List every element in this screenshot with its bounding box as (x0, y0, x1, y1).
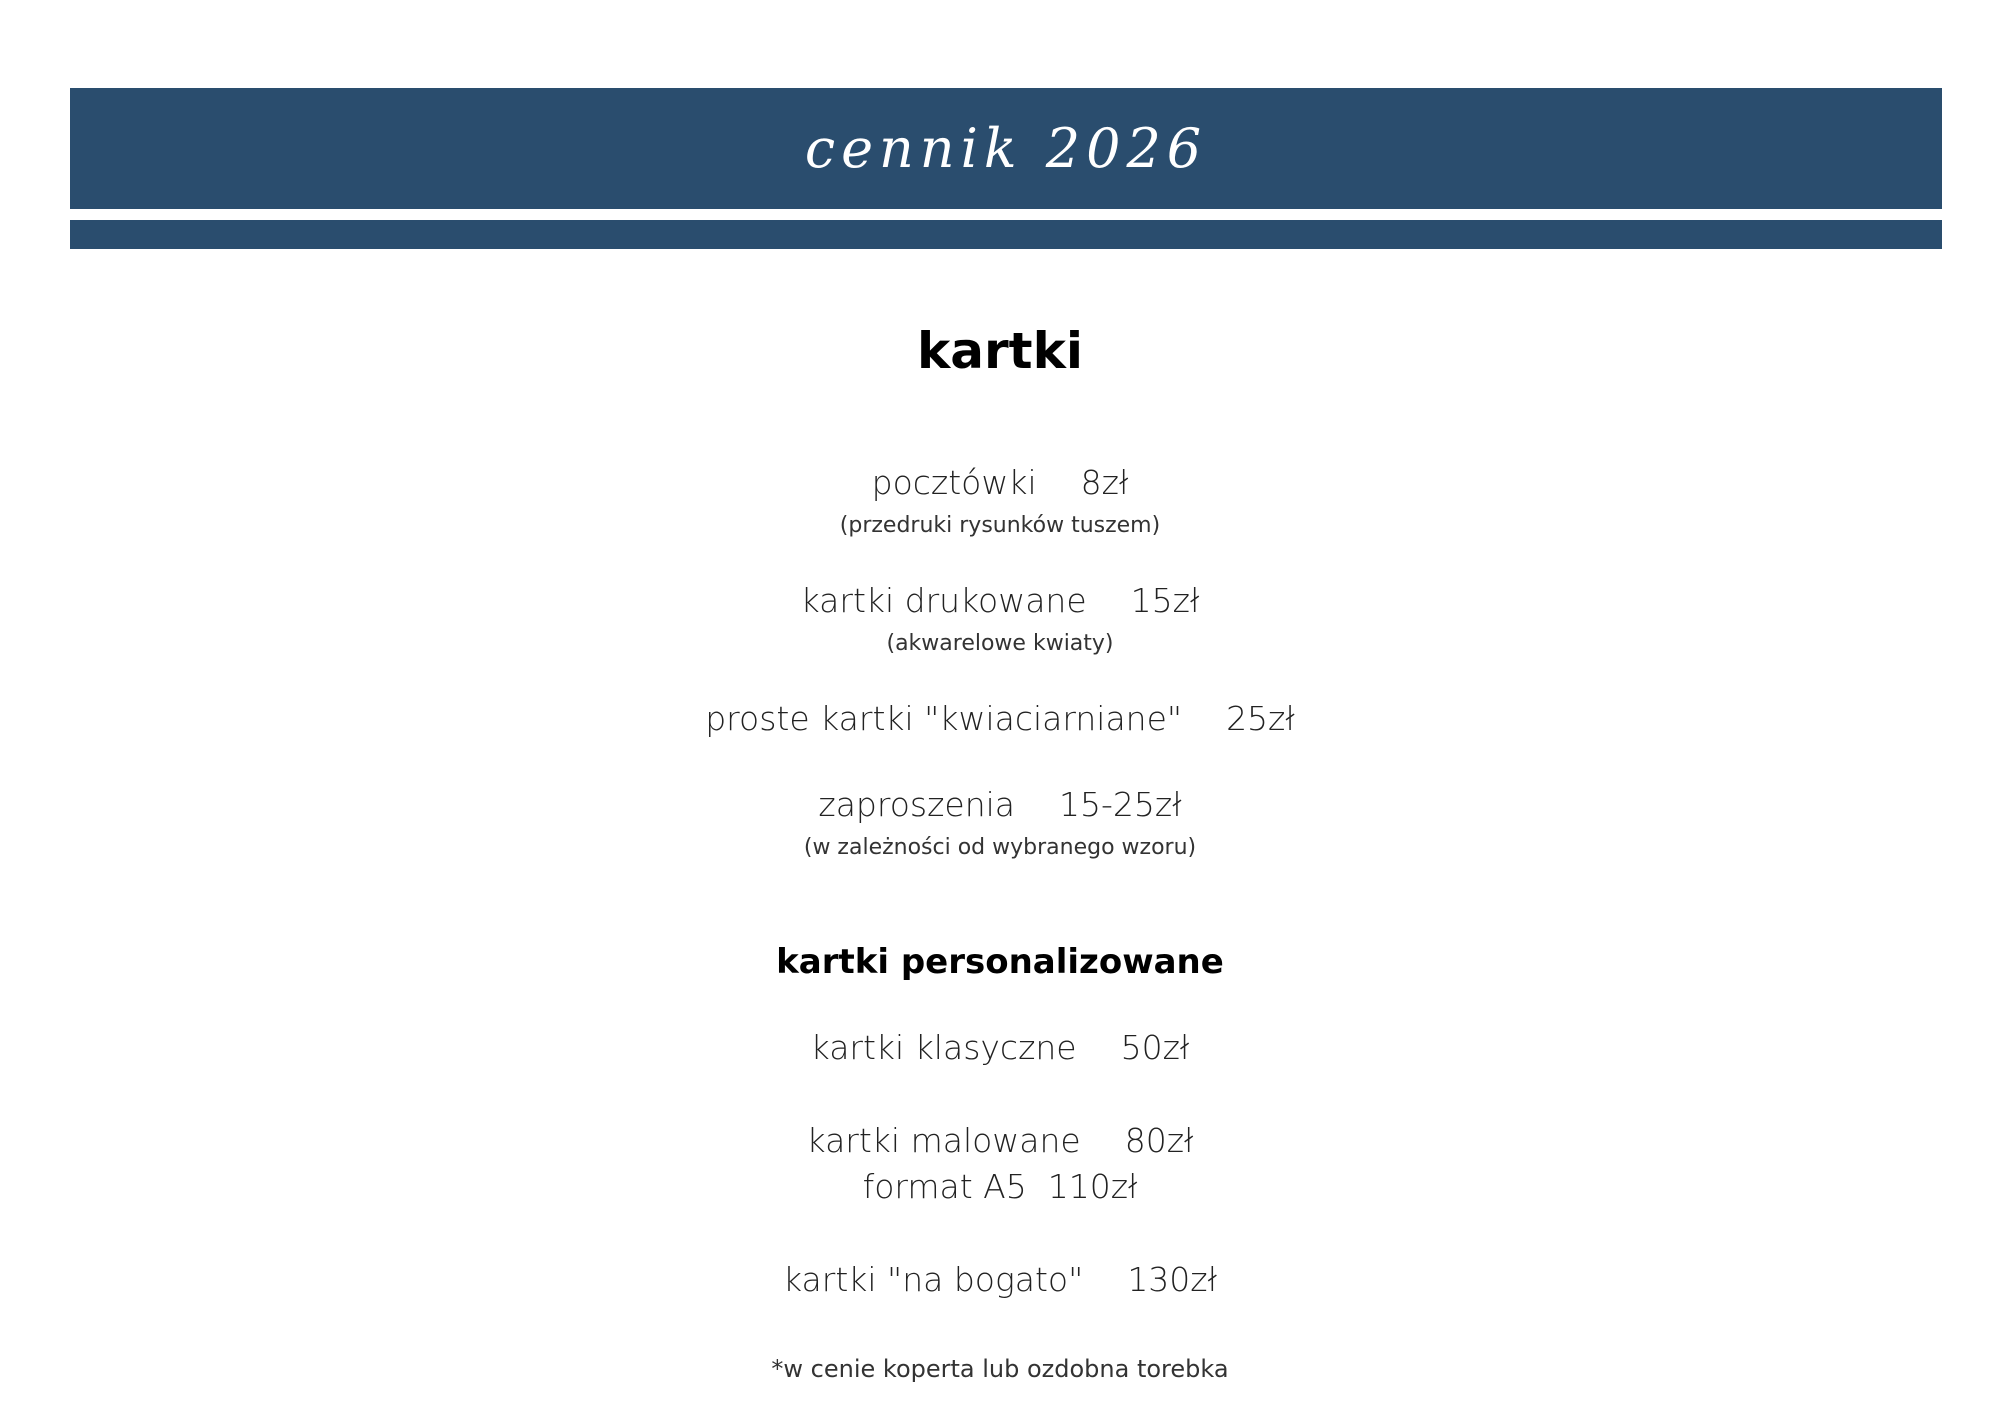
item-note: (przedruki rysunków tuszem) (839, 513, 1161, 538)
price-item-painted-cards (0, 1121, 2000, 1160)
item-price: 130zł (1127, 1260, 1217, 1299)
item-name: kartki malowane (806, 1121, 1081, 1160)
price-item-extra: format A5 110zł (862, 1167, 1138, 1206)
item-price: 8zł (1080, 463, 1129, 502)
section-title: kartki (917, 322, 1083, 380)
item-price: 50zł (1120, 1028, 1190, 1067)
item-name: kartki klasyczne (810, 1028, 1077, 1067)
price-item-invitations (0, 785, 2000, 824)
price-item-florist-cards (0, 699, 2000, 738)
subsection-title: kartki personalizowane (776, 942, 1224, 982)
price-item-postcards (0, 463, 2000, 502)
price-item-rich-cards (0, 1260, 2000, 1299)
price-item-classic-cards (0, 1028, 2000, 1067)
price-item-printed-cards (0, 581, 2000, 620)
footnote: *w cenie koperta lub ozdobna torebka (771, 1355, 1229, 1383)
item-name: kartki "na bogato" (783, 1260, 1084, 1299)
header-banner (70, 88, 1942, 209)
item-price: 15-25zł (1059, 785, 1182, 824)
page-title: cennik 2026 (804, 117, 1208, 180)
item-price: 25zł (1226, 699, 1295, 738)
item-name: zaproszenia (818, 785, 1016, 824)
header-banner-stripe (70, 220, 1942, 249)
item-note: (akwarelowe kwiaty) (886, 631, 1114, 656)
item-name: kartki drukowane (800, 581, 1087, 620)
item-name: proste kartki "kwiaciarniane" (705, 699, 1183, 738)
item-price: 15zł (1130, 581, 1200, 620)
item-price: 80zł (1124, 1121, 1194, 1160)
item-note: (w zależności od wybranego wzoru) (803, 835, 1197, 860)
item-name: pocztówki (871, 463, 1037, 502)
